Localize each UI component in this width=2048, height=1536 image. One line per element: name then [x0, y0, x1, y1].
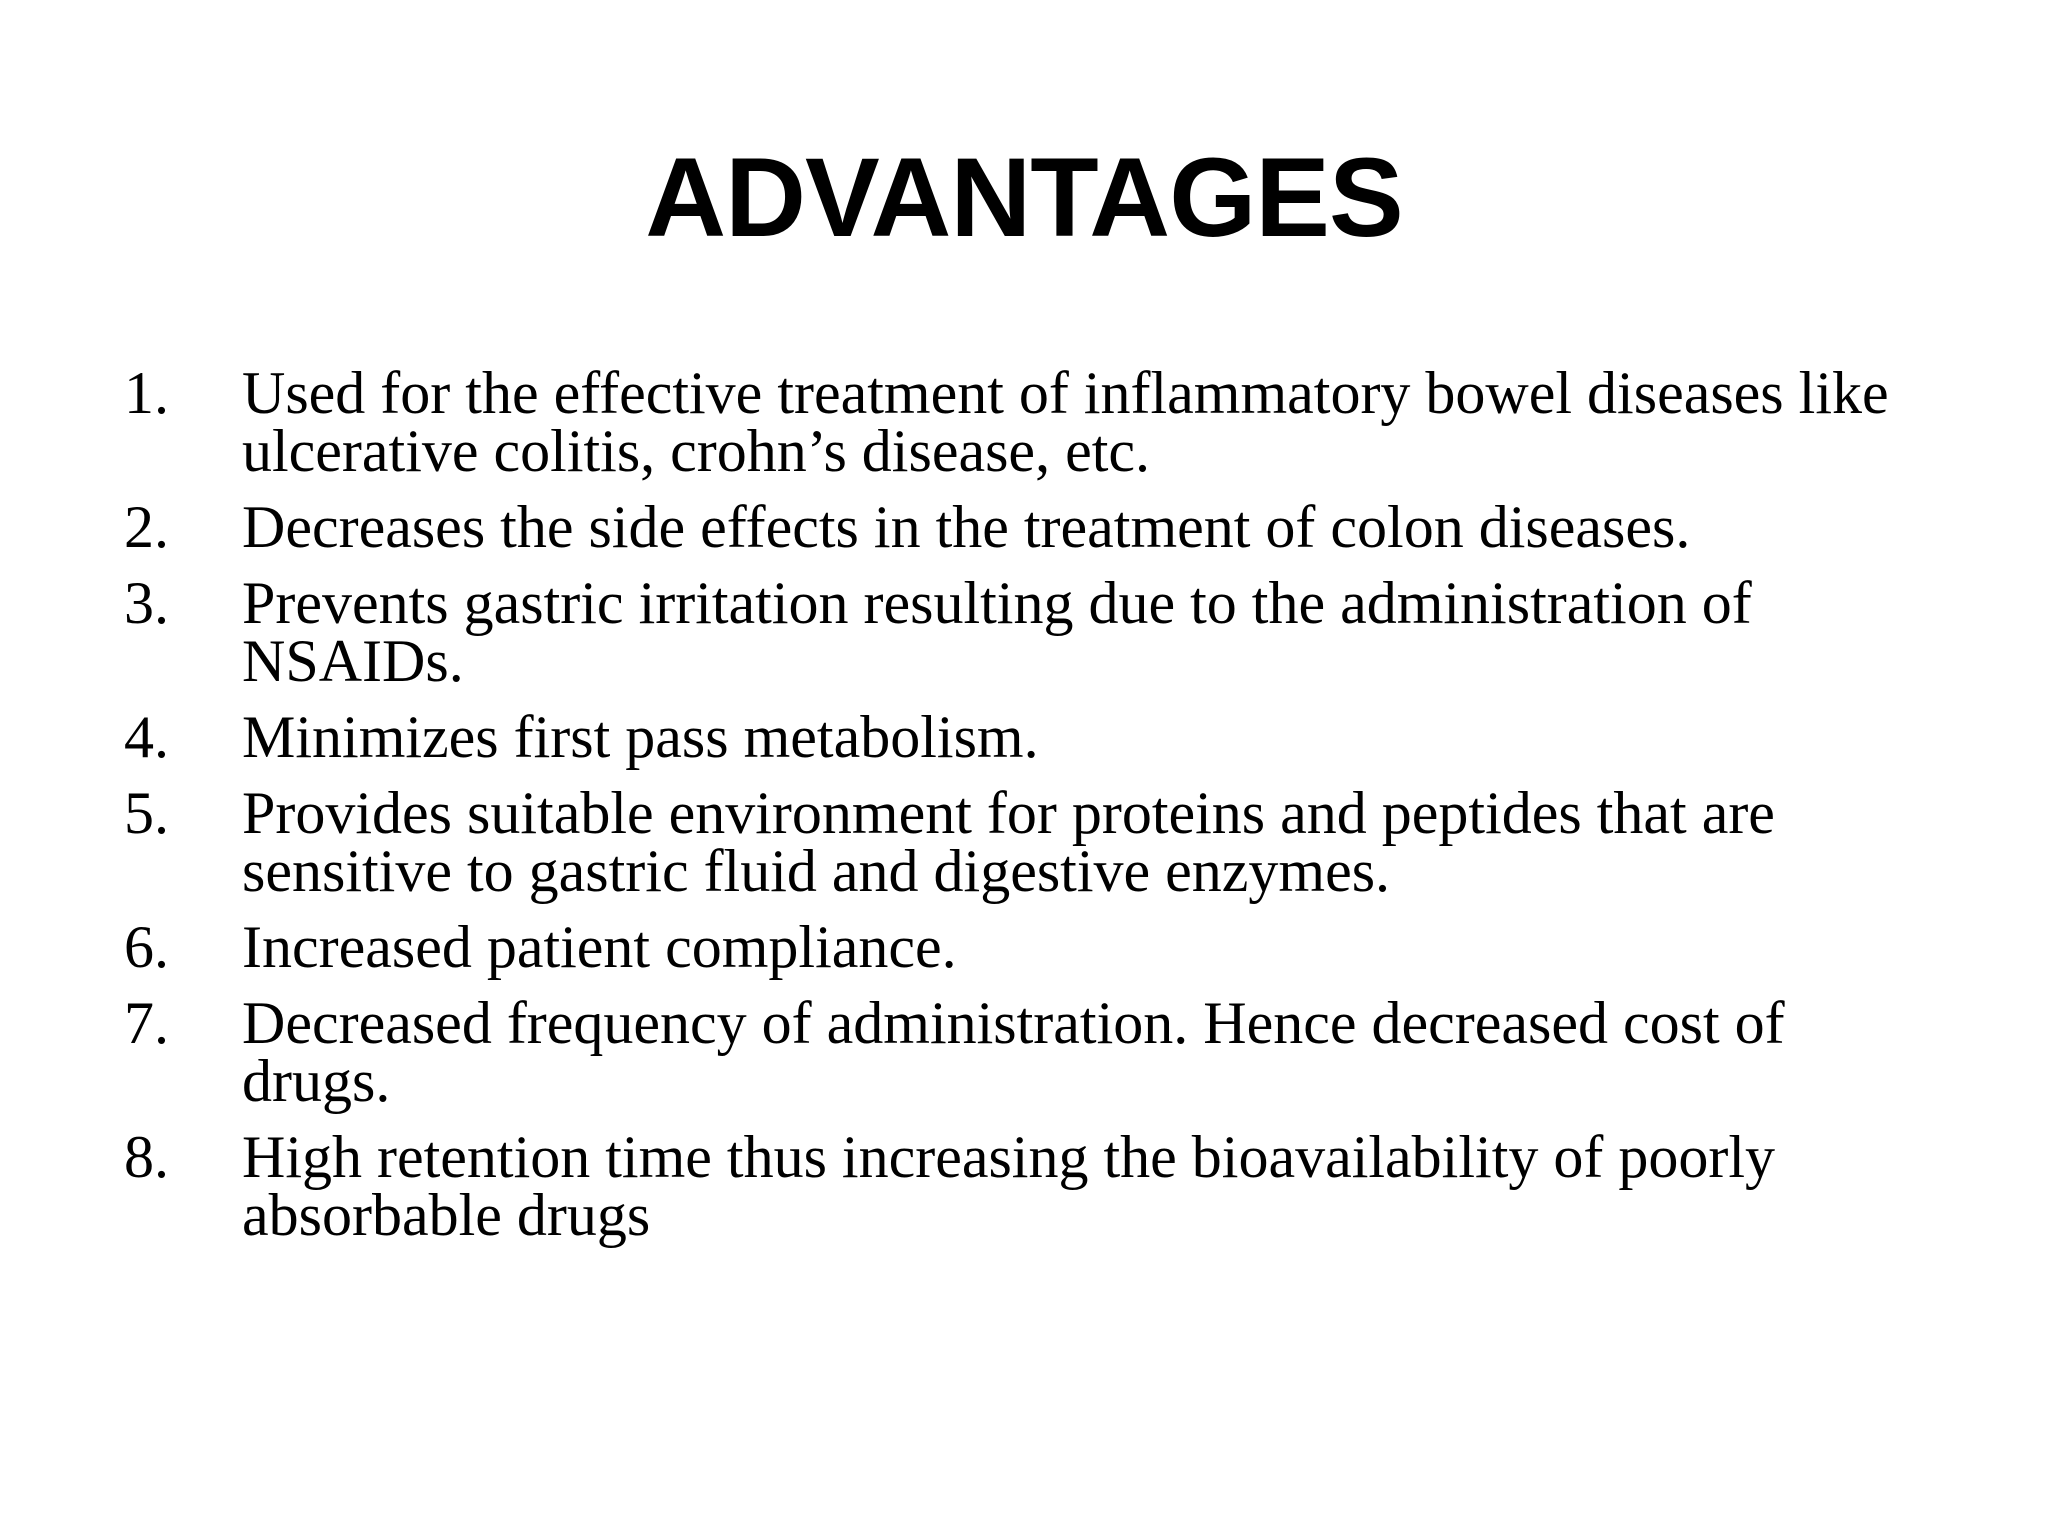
list-item-text: Provides suitable environment for proteins and peptides that are sensitive to gastric fluid and digestive enzymes. — [242, 780, 1775, 904]
list-item-text: Prevents gastric irritation resulting due to the administration of NSAIDs. — [242, 570, 1752, 694]
list-item-text: High retention time thus increasing the bioavailability of poorly absorbable drugs — [242, 1124, 1775, 1248]
list-item-text: Minimizes first pass metabolism. — [242, 704, 1039, 770]
list-item-number: 3. — [124, 570, 169, 636]
list-item-number: 8. — [124, 1124, 169, 1190]
list-item-number: 7. — [124, 990, 169, 1056]
list-item — [124, 780, 1904, 904]
list-item-text: Decreases the side effects in the treatment of colon diseases. — [242, 494, 1691, 560]
list-item-number: 4. — [124, 704, 169, 770]
list-item — [124, 990, 1904, 1114]
list-item — [124, 494, 1904, 560]
list-item-number: 5. — [124, 780, 169, 846]
list-item-number: 2. — [124, 494, 169, 560]
list-item — [124, 1124, 1904, 1248]
slide-title: ADVANTAGES — [645, 135, 1403, 260]
list-item-number: 6. — [124, 914, 169, 980]
advantages-list — [124, 360, 1904, 1262]
list-item-text: Used for the effective treatment of inflammatory bowel diseases like ulcerative colitis, crohn’s disease, etc. — [242, 360, 1889, 484]
list-item — [124, 704, 1904, 770]
list-item — [124, 570, 1904, 694]
list-item — [124, 360, 1904, 484]
list-item-number: 1. — [124, 360, 169, 426]
list-item-text: Increased patient compliance. — [242, 914, 957, 980]
list-item-text: Decreased frequency of administration. Hence decreased cost of drugs. — [242, 990, 1785, 1114]
list-item — [124, 914, 1904, 980]
